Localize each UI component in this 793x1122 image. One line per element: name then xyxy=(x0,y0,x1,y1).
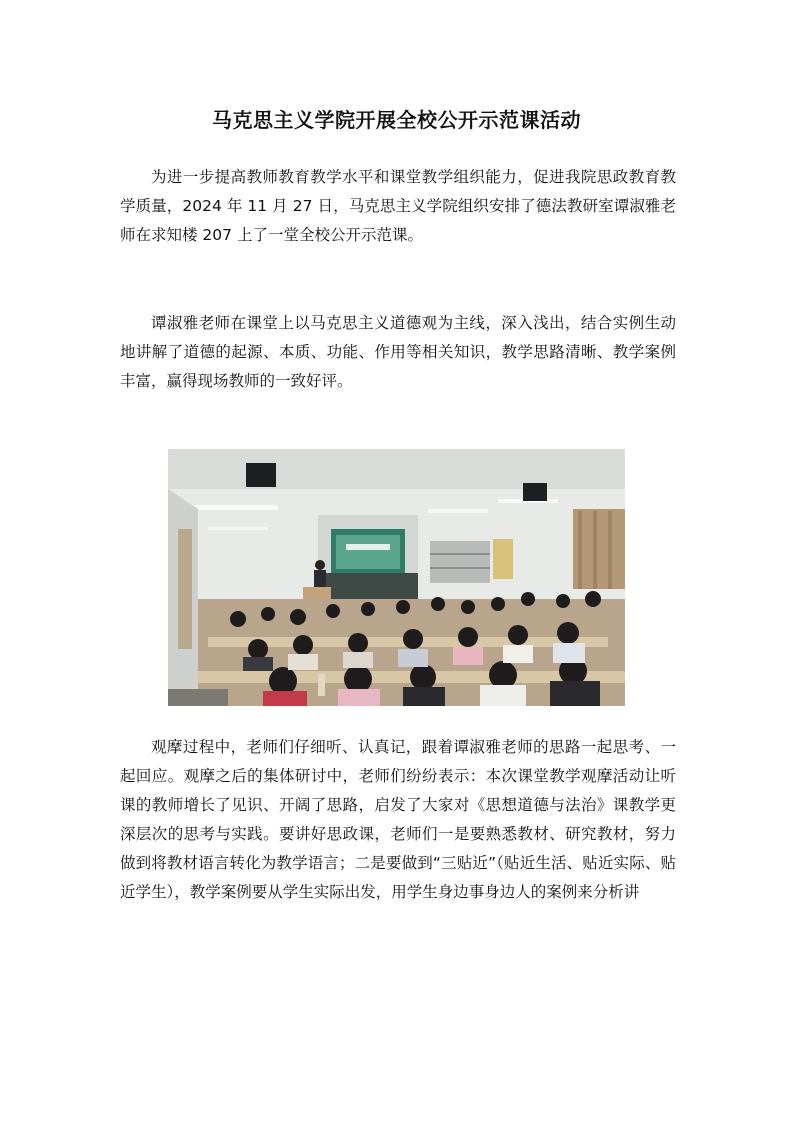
article-title: 马克思主义学院开展全校公开示范课活动 xyxy=(212,108,581,132)
paragraph-2: 谭淑雅老师在课堂上以马克思主义道德观为主线，深入浅出，结合实例生动地讲解了道德的起源、本质、功能、作用等相关知识，教学思路清晰、教学案例丰富，赢得现场教师的一致好评。 xyxy=(120,314,676,390)
classroom-photo xyxy=(168,449,625,706)
paragraph-1: 为进一步提高教师教育教学水平和课堂教学组织能力，促进我院思政教育教学质量，2024 年 11 月 27 日，马克思主义学院组织安排了德法教研室谭淑雅老师在求知楼 207 上了一堂全校公开示范课。 xyxy=(120,168,676,244)
paragraph-3: 观摩过程中，老师们仔细听、认真记，跟着谭淑雅老师的思路一起思考、一起回应。观摩之后的集体研讨中，老师们纷纷表示：本次课堂教学观摩活动让听课的教师增长了见识、开阔了思路，启发了大家对《思想道德与法治》课教学更深层次的思考与实践。要讲好思政课，老师们一是要熟悉教材、研究教材，努力做到将教材语言转化为教学语言；二是要做到“三贴近”（贴近生活、贴近实际、贴近学生），教学案例要从学生实际出发，用学生身边事身边人的案例来分析讲 xyxy=(120,738,676,901)
classroom-photo-illustration xyxy=(168,449,625,706)
